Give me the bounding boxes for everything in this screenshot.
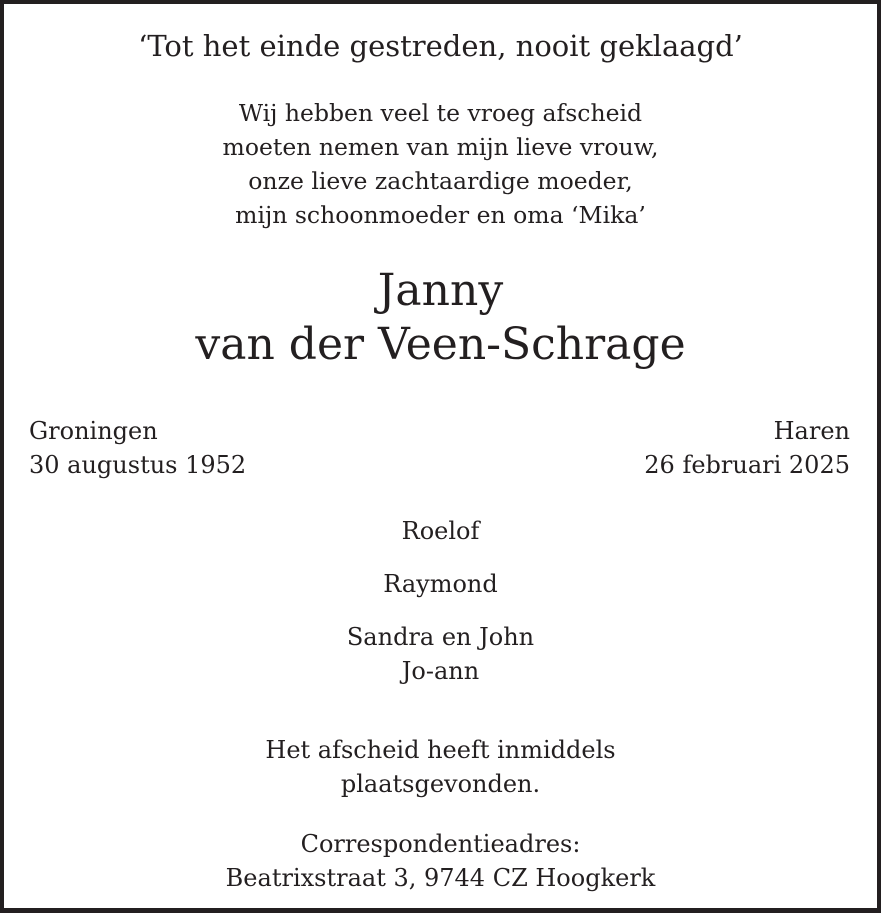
family-group xyxy=(4,620,877,688)
birth-place: Groningen xyxy=(29,417,158,445)
farewell-line: plaatsgevonden. xyxy=(340,770,541,798)
motto: ‘Tot het einde gestreden, nooit geklaagd’ xyxy=(138,29,743,63)
intro-line: mijn schoonmoeder en oma ‘Mika’ xyxy=(235,201,646,229)
intro-line: onze lieve zachtaardige moeder, xyxy=(248,167,633,195)
family-group xyxy=(4,567,877,601)
farewell-notice xyxy=(4,733,877,801)
deceased-full-name: van der Veen-Schrage xyxy=(195,319,686,370)
family-member: Roelof xyxy=(401,517,480,545)
death-info xyxy=(644,414,850,482)
death-place: Haren xyxy=(773,417,850,445)
intro-line: moeten nemen van mijn lieve vrouw, xyxy=(222,133,659,161)
correspondence-address xyxy=(4,827,877,895)
death-date: 26 februari 2025 xyxy=(644,451,850,479)
farewell-line: Het afscheid heeft inmiddels xyxy=(265,736,616,764)
deceased-first-name: Janny xyxy=(377,265,504,316)
birth-date: 30 augustus 1952 xyxy=(29,451,247,479)
intro-line: Wij hebben veel te vroeg afscheid xyxy=(238,99,643,127)
correspondence-street: Beatrixstraat 3, 9744 CZ Hoogkerk xyxy=(225,864,656,892)
family-group xyxy=(4,514,877,548)
deceased-name xyxy=(4,264,877,372)
family-member: Raymond xyxy=(383,570,498,598)
family-member: Jo-ann xyxy=(401,657,480,685)
correspondence-label: Correspondentieadres: xyxy=(300,830,581,858)
intro-text xyxy=(4,96,877,232)
birth-info xyxy=(29,414,246,482)
family-member: Sandra en John xyxy=(346,623,535,651)
